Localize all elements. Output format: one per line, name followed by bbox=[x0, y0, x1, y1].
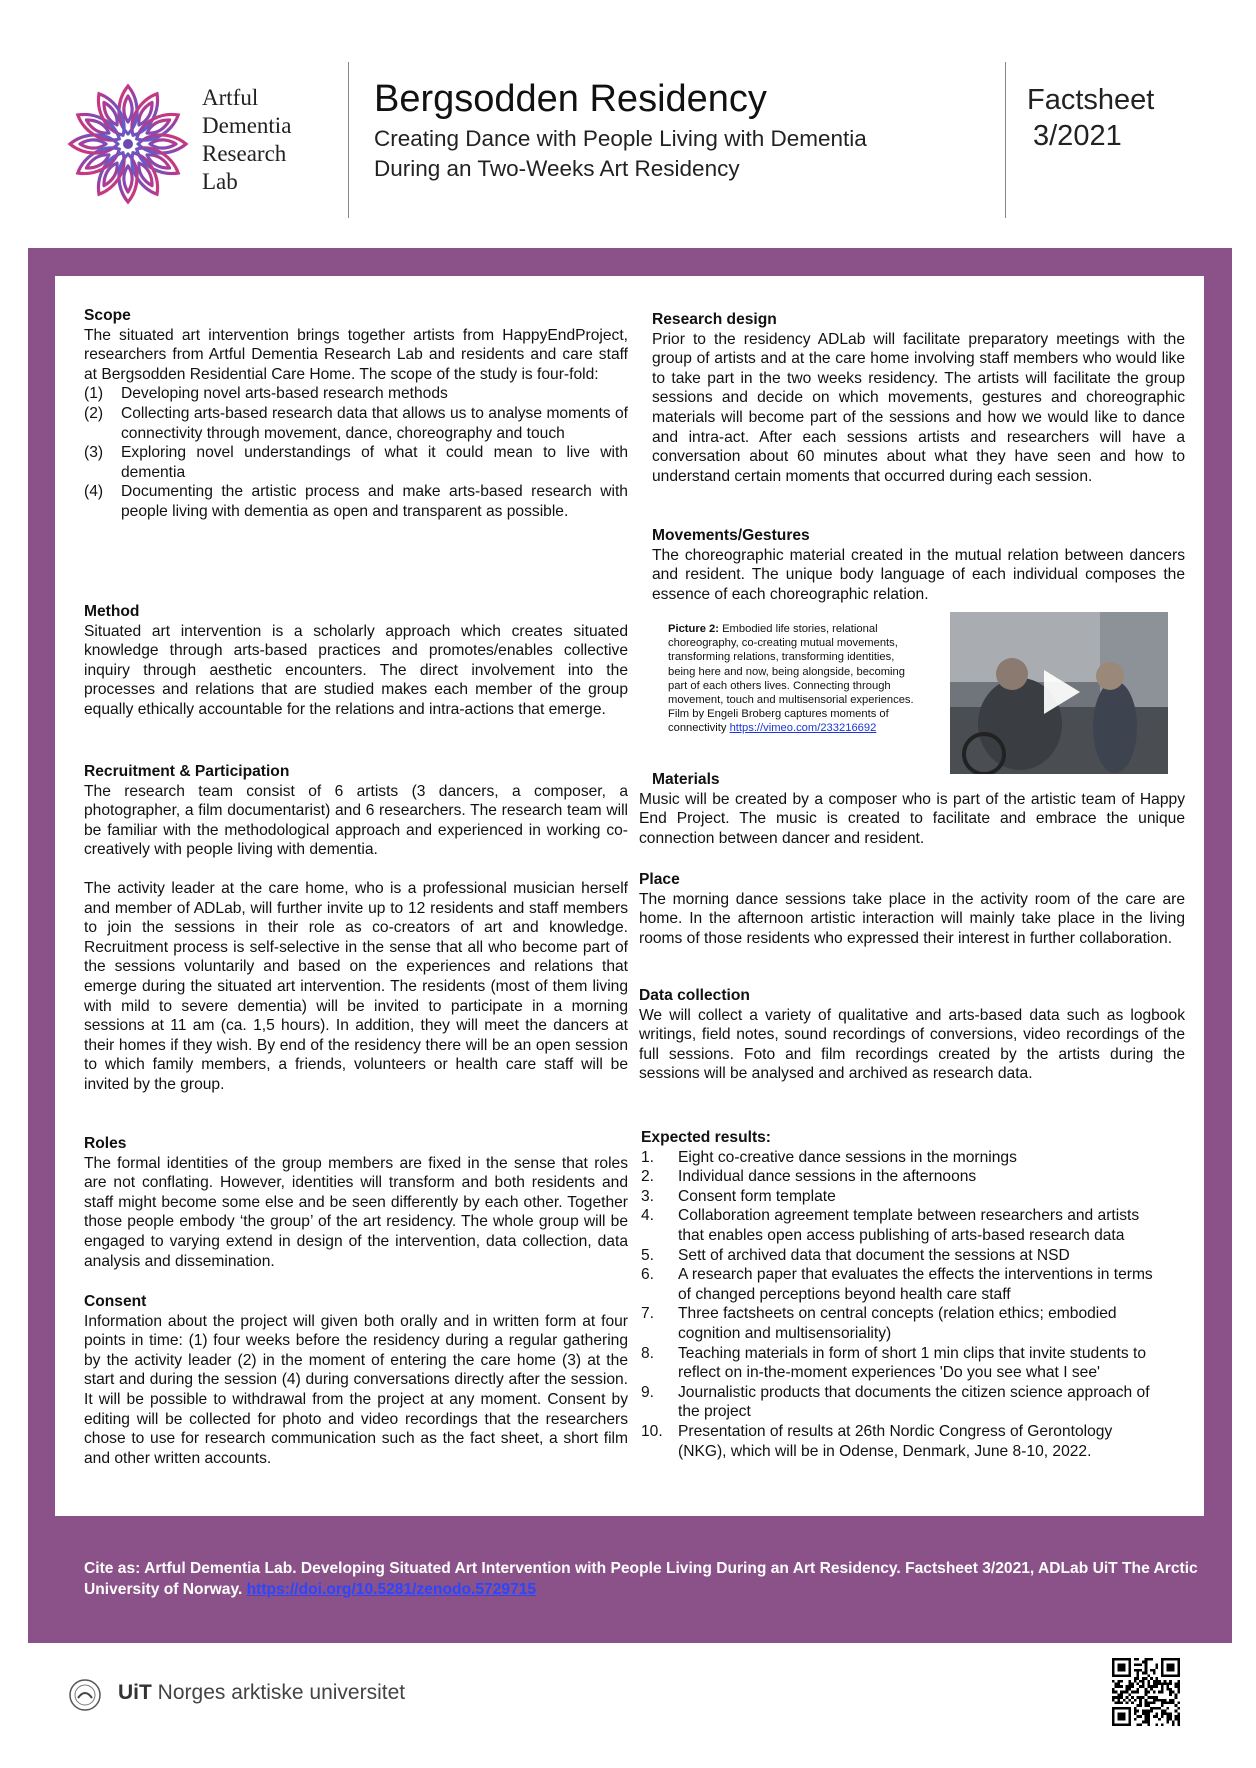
result-number: 1. bbox=[641, 1148, 655, 1166]
result-text: Presentation of results at 26th Nordic Congress of Gerontology (NKG), which will be in Odense, Denmark, June 8-10, 2022. bbox=[678, 1422, 1113, 1460]
result-item bbox=[641, 1344, 1161, 1383]
result-item bbox=[641, 1246, 1161, 1266]
qr-code-icon bbox=[1112, 1658, 1180, 1726]
uit-seal-icon bbox=[68, 1678, 112, 1712]
data-collection-heading: Data collection bbox=[639, 987, 750, 1004]
result-number: 8. bbox=[641, 1344, 655, 1362]
result-text: Teaching materials in form of short 1 min clips that invite students to reflect on in-the-moment experiences 'Do you see what I see' bbox=[678, 1344, 1147, 1382]
logo-line: Research bbox=[202, 141, 287, 166]
picture-caption bbox=[668, 622, 923, 736]
logo-petal bbox=[70, 135, 118, 153]
citation-text: Cite as: Artful Dementia Lab. Developing Situated Art Intervention with People Living During an Art Residency. Factsheet 3/2021, ADLab UiT The Arctic University of Norway. bbox=[84, 1560, 1198, 1598]
result-text: Consent form template bbox=[678, 1187, 836, 1205]
logo-wordmark bbox=[202, 84, 291, 196]
materials-section bbox=[639, 770, 1185, 848]
scope-section bbox=[84, 306, 628, 522]
adlab-logo bbox=[62, 78, 194, 210]
result-text: Eight co-creative dance sessions in the mornings bbox=[678, 1148, 1017, 1166]
factsheet-badge bbox=[1027, 82, 1154, 154]
citation bbox=[84, 1558, 1204, 1600]
logo-line: Artful bbox=[202, 85, 259, 110]
recruitment-paragraph: The activity leader at the care home, who is a professional musician herself and member of ADLab, will further invite up to 12 residents and staff members to join the sessions in their role as co-creators of art and knowledge. Recruitment process is self-selective in the sense that all who become part of the sessions voluntarily and based on the experiences and relations that emerge during the situated art intervention. The residents (most of them living with mild to severe dementia) will be invited to participate in a morning sessions at 11 am (ca. 1,5 hours). In addition, they will meet the dancers at their homes if they wish. By end of the residency there will be an open session to which family members, a friends, volunteers or health care staff will be invited by the group. bbox=[84, 879, 628, 1093]
research-design-section bbox=[652, 310, 1185, 486]
research-design-heading: Research design bbox=[652, 311, 777, 328]
video-link[interactable]: https://vimeo.com/233216692 bbox=[729, 722, 877, 735]
scope-list-text: Documenting the artistic process and make arts-based research with people living with dementia as open and transparent as possible. bbox=[121, 483, 628, 520]
header-divider bbox=[1005, 62, 1006, 218]
result-number: 10. bbox=[641, 1422, 663, 1440]
consent-heading: Consent bbox=[84, 1293, 147, 1310]
play-icon[interactable] bbox=[1042, 668, 1082, 716]
roles-heading: Roles bbox=[84, 1135, 127, 1152]
roles-text: The formal identities of the group members are fixed in the sense that roles are not conflating. However, identities will transform and both residents and staff might become some else and be seen differently by each other. Together those people embody ‘the group’ of the art residency. The whole group will be engaged to varying extend in design of the intervention, data collection, data analysis and dissemination. bbox=[84, 1154, 628, 1270]
movements-text: The choreographic material created in the mutual relation between dancers and resident. The unique body language of each individual composes the essence of each choreographic relation. bbox=[652, 546, 1185, 603]
header-divider bbox=[348, 62, 349, 218]
doi-link[interactable]: https://doi.org/10.5281/zenodo.5729715 bbox=[246, 1581, 537, 1598]
roles-section bbox=[84, 1134, 628, 1271]
scope-intro: The situated art intervention brings together artists from HappyEndProject, researchers from Artful Dementia Research Lab and residents and care staff at Bergsodden Residential Care Home. The scope of the study is four-fold: bbox=[84, 326, 628, 383]
logo-petal bbox=[119, 154, 137, 202]
place-text: The morning dance sessions take place in the activity room of the care are home. In the afternoon artistic interaction will mainly take place in the living rooms of those residents who expressed their interest in further collaboration. bbox=[639, 890, 1185, 947]
scope-list-text: Developing novel arts-based research methods bbox=[121, 385, 448, 403]
recruitment-section bbox=[84, 762, 628, 1095]
result-text: A research paper that evaluates the effects the interventions in terms of changed perceptions beyond health care staff bbox=[678, 1266, 1153, 1303]
consent-section bbox=[84, 1292, 628, 1468]
result-item bbox=[641, 1148, 1161, 1168]
scope-list-number: (3) bbox=[84, 444, 104, 462]
logo-line: Lab bbox=[202, 169, 238, 194]
result-number: 2. bbox=[641, 1168, 655, 1186]
recruitment-paragraph: The research team consist of 6 artists (3 dancers, a composer, a photographer, a film documentarist) and 6 researchers. The research team will be familiar with the methodological approach and experienced in working co-creatively with people living with dementia. bbox=[84, 782, 628, 859]
scope-list-item bbox=[84, 482, 628, 521]
result-number: 6. bbox=[641, 1266, 655, 1284]
logo-petal bbox=[119, 86, 137, 134]
result-number: 4. bbox=[641, 1207, 655, 1225]
result-item bbox=[641, 1206, 1161, 1245]
video-thumbnail[interactable] bbox=[950, 612, 1168, 774]
scope-list-number: (2) bbox=[84, 404, 104, 422]
method-heading: Method bbox=[84, 603, 140, 620]
method-section bbox=[84, 602, 628, 720]
materials-heading: Materials bbox=[652, 771, 720, 788]
data-collection-section bbox=[639, 986, 1185, 1084]
factsheet-label: Factsheet bbox=[1027, 84, 1155, 116]
data-collection-text: We will collect a variety of qualitative and arts-based data such as logbook writings, field notes, sound recordings of conversions, video recordings of the full sessions. Foto and film recordings created by the artists during the sessions will be analysed and archived as research data. bbox=[639, 1006, 1185, 1083]
expected-results-list bbox=[641, 1148, 1161, 1462]
result-number: 3. bbox=[641, 1187, 655, 1205]
scope-list-item bbox=[84, 443, 628, 482]
research-design-text: Prior to the residency ADLab will facilitate preparatory meetings with the group of artists and at the care home involving staff members who would like to take part in the two weeks residency. The artists will facilitate the group sessions and decide on which movements, gestures and choreographic materials will become part of the sessions and how we would like to dance and intra-act. After each sessions artists and researchers will have a conversation about 60 minutes about what they have seen and how to understand certain moments that occurred during each session. bbox=[652, 330, 1185, 485]
page-title: Bergsodden Residency bbox=[374, 78, 767, 120]
picture-caption-text: Embodied life stories, relational choreography, co-creating mutual movements, transforming relations, transforming identities, being here and now, being alongside, becoming part of each others lives. Connecting through movement, touch and multisensorial experiences. Film by Engeli Broberg captures moments of connectivity bbox=[668, 623, 914, 735]
result-item bbox=[641, 1167, 1161, 1187]
movements-heading: Movements/Gestures bbox=[652, 527, 810, 544]
place-section bbox=[639, 870, 1185, 948]
picture-label: Picture 2: bbox=[668, 623, 719, 635]
result-item bbox=[641, 1187, 1161, 1207]
result-text: Three factsheets on central concepts (relation ethics; embodied cognition and multisensoriality) bbox=[678, 1305, 1117, 1342]
result-text: Journalistic products that documents the citizen science approach of the project bbox=[678, 1383, 1150, 1421]
materials-text: Music will be created by a composer who is part of the artistic team of Happy End Project. The music is created to facilitate and embrace the unique connection between dancer and resident. bbox=[639, 790, 1185, 847]
movements-section bbox=[652, 526, 1185, 604]
expected-results-section bbox=[641, 1128, 1161, 1461]
subtitle-line: Creating Dance with People Living with Dementia bbox=[374, 126, 867, 151]
logo-line: Dementia bbox=[202, 113, 292, 138]
result-item bbox=[641, 1422, 1161, 1461]
scope-list-number: (1) bbox=[84, 385, 104, 403]
result-number: 5. bbox=[641, 1246, 655, 1264]
scope-list-text: Exploring novel understandings of what it could mean to live with dementia bbox=[121, 444, 628, 481]
result-item bbox=[641, 1265, 1161, 1304]
expected-results-heading: Expected results: bbox=[641, 1129, 771, 1146]
scope-list-number: (4) bbox=[84, 483, 104, 501]
university-name bbox=[118, 1681, 405, 1705]
uit-fullname: Norges arktiske universitet bbox=[157, 1681, 406, 1704]
scope-list-item bbox=[84, 404, 628, 443]
scope-list-item bbox=[84, 384, 628, 404]
consent-text: Information about the project will given both orally and in written form at four points in time: (1) four weeks before the residency during a regular gathering by the activity leader (2) in the moment of entering the care home (3) at the start and during the session (4) during conversations directly after the session. It will be possible to withdrawal from the project at any moment. Consent by editing will be collected for photo and video recordings that the researchers chose to use for research communication such as the fact sheet, a short film and other written accounts. bbox=[84, 1312, 628, 1467]
result-number: 7. bbox=[641, 1305, 655, 1323]
scope-list-text: Collecting arts-based research data that allows us to analyse moments of connectivity through movement, dance, choreography and touch bbox=[121, 404, 628, 442]
result-item bbox=[641, 1383, 1161, 1422]
result-text: Individual dance sessions in the afternoons bbox=[678, 1168, 977, 1186]
result-text: Collaboration agreement template between researchers and artists that enables open access publishing of arts-based research data bbox=[678, 1207, 1140, 1244]
recruitment-heading: Recruitment & Participation bbox=[84, 763, 290, 780]
scope-heading: Scope bbox=[84, 307, 131, 324]
page-subtitle bbox=[374, 124, 867, 184]
factsheet-number: 3/2021 bbox=[1033, 120, 1122, 152]
result-text: Sett of archived data that document the sessions at NSD bbox=[678, 1246, 1070, 1264]
logo-petal bbox=[138, 135, 186, 153]
scope-list bbox=[84, 384, 628, 521]
place-heading: Place bbox=[639, 871, 680, 888]
subtitle-line: During an Two-Weeks Art Residency bbox=[374, 156, 740, 181]
result-number: 9. bbox=[641, 1383, 655, 1401]
uit-brand: UiT bbox=[118, 1681, 152, 1704]
result-item bbox=[641, 1304, 1161, 1343]
method-text: Situated art intervention is a scholarly approach which creates situated knowledge through arts-based practices and promotes/enables collective inquiry through aesthetic encounters. The direct involvement into the processes and relations that are studied makes each member of the group equally ethically accountable for the relations and intra-actions that emerge. bbox=[84, 622, 628, 718]
